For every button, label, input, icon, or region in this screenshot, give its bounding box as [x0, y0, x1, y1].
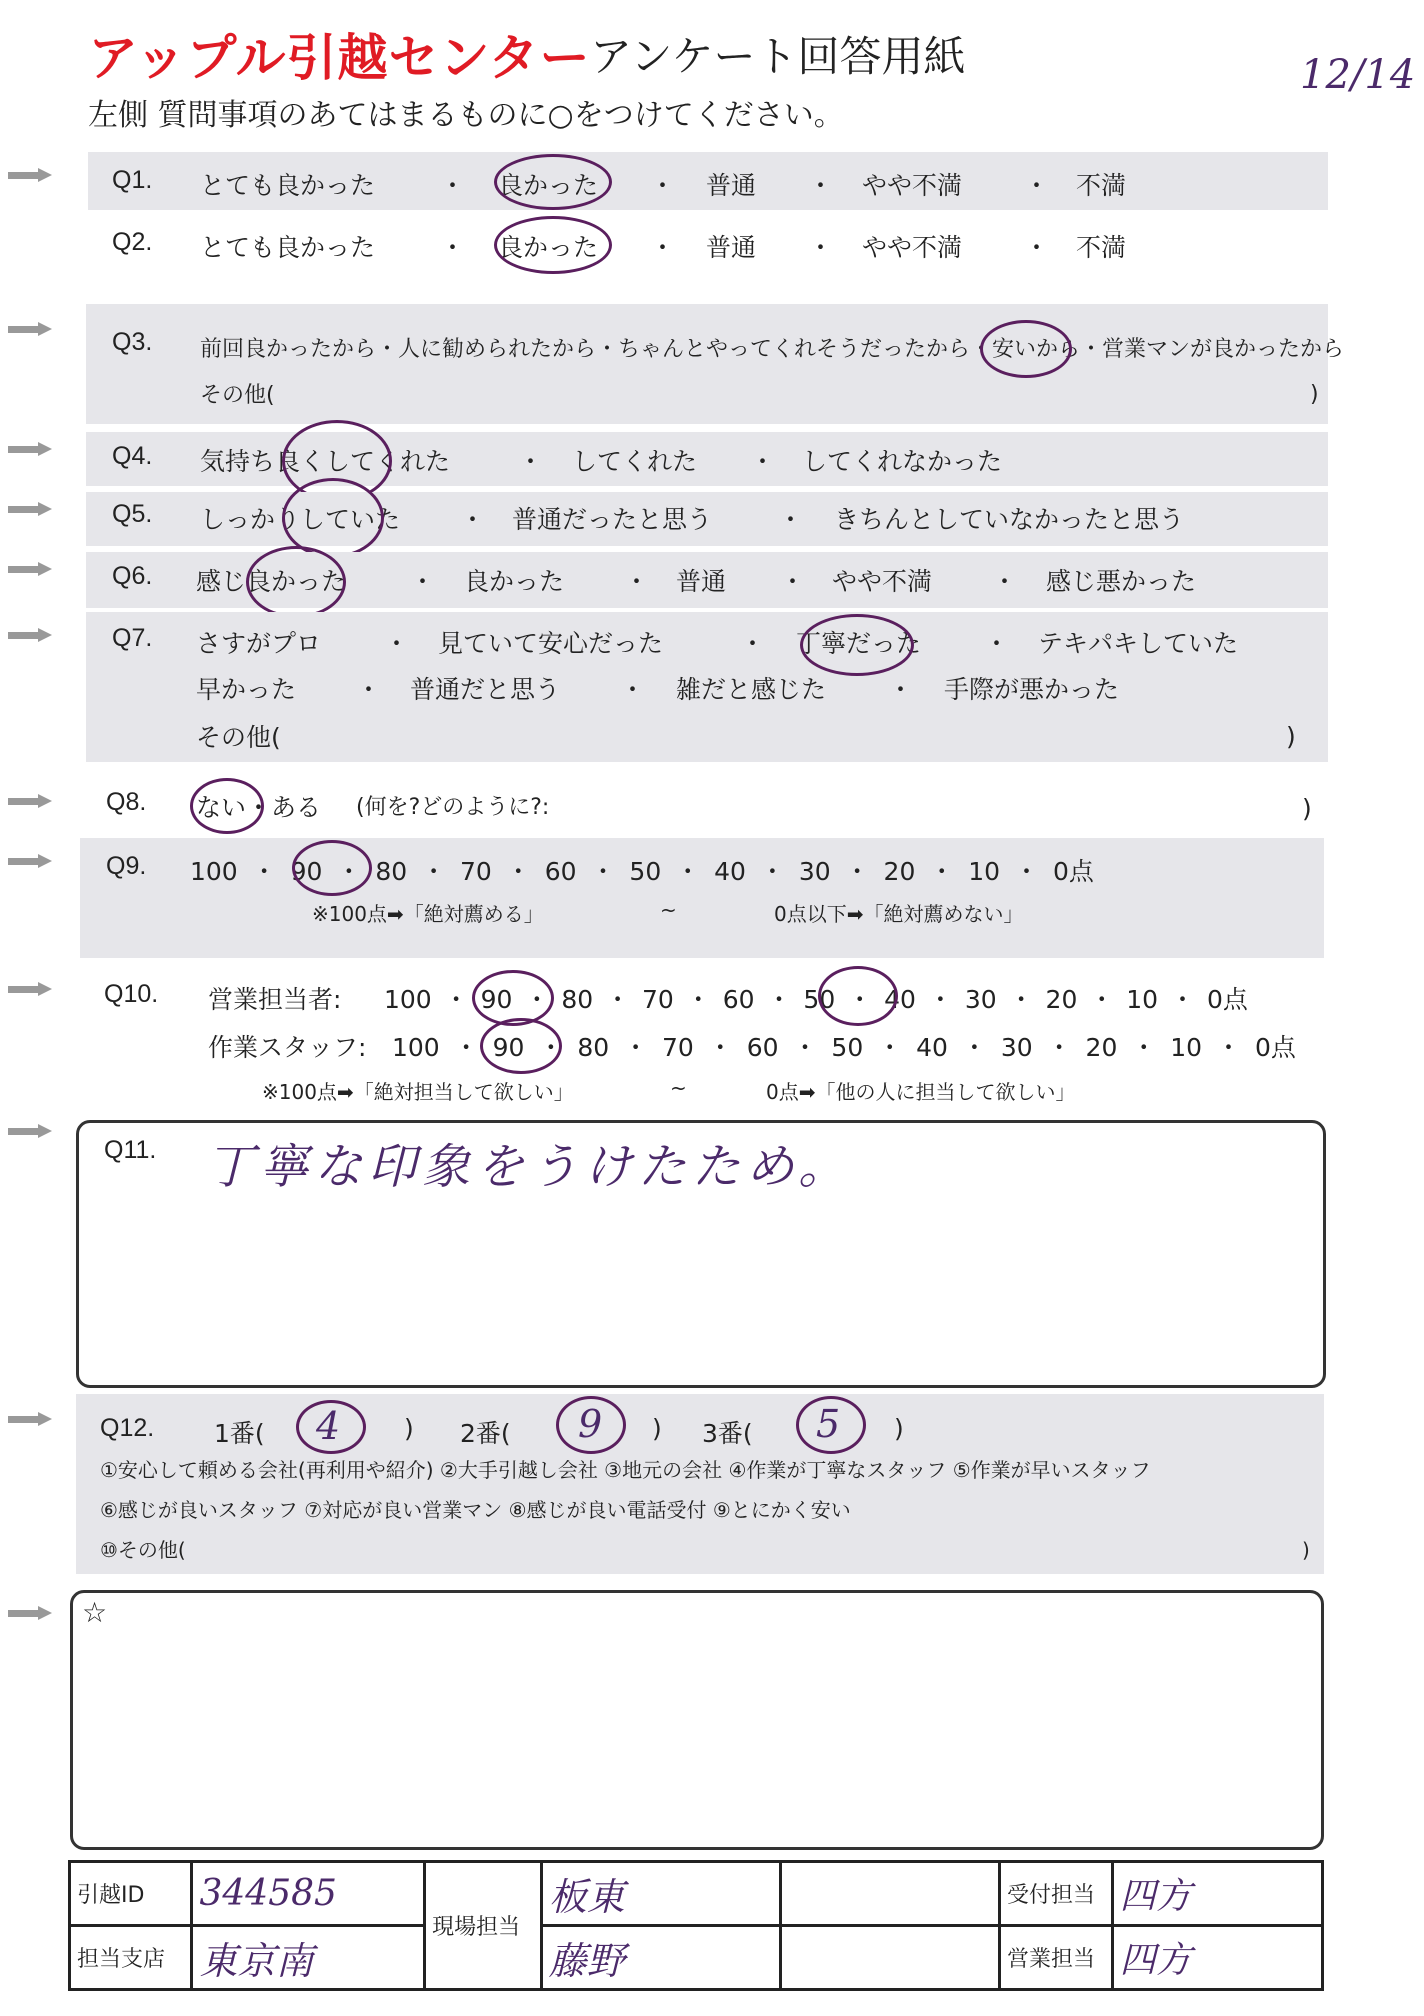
comment-box[interactable]	[70, 1590, 1324, 1850]
q6-separator: ・	[992, 567, 1018, 596]
q2-option-1[interactable]: とても良かった	[200, 233, 376, 262]
margin-arrow-icon	[8, 982, 52, 996]
q4-option-1[interactable]: 気持ち良くしてくれた	[200, 447, 451, 476]
q1-option-1[interactable]: とても良かった	[200, 171, 376, 200]
q12-third-label: 3番(	[702, 1419, 753, 1448]
answer-circle	[800, 614, 914, 676]
margin-arrow-icon	[8, 502, 52, 516]
q9-note-left: ※100点➡「絶対薦める」	[312, 902, 544, 926]
q10-sales-label: 営業担当者:	[208, 985, 342, 1014]
form-title: アンケート回答用紙	[590, 32, 966, 81]
q1-separator: ・	[440, 171, 466, 200]
q6-option-2[interactable]: 良かった	[464, 567, 565, 596]
q1-option-2[interactable]: 良かった	[498, 171, 599, 200]
answer-circle	[796, 1396, 866, 1454]
answer-circle	[292, 840, 372, 896]
answer-circle	[246, 546, 346, 618]
q7-separator: ・	[984, 629, 1010, 658]
q7-number: Q7.	[112, 624, 153, 652]
blank-cell	[781, 1926, 1000, 1990]
q1-option-4[interactable]: やや不満	[862, 171, 963, 200]
branch-value: 東京南	[199, 1939, 314, 1983]
site-label: 現場担当	[425, 1862, 542, 1990]
q4-number: Q4.	[112, 442, 153, 470]
q10-number: Q10.	[104, 980, 159, 1008]
q3-other[interactable]: その他(	[200, 383, 275, 408]
margin-arrow-icon	[8, 854, 52, 868]
q6-option-1[interactable]: 感じ良かった	[196, 567, 347, 596]
site-staff-cell-1	[541, 1862, 780, 1926]
q2-separator: ・	[650, 233, 676, 262]
reception-cell	[1112, 1862, 1322, 1926]
q4-option-2[interactable]: してくれた	[572, 447, 698, 476]
margin-arrow-icon	[8, 794, 52, 808]
q4-separator: ・	[750, 447, 776, 476]
q7-separator: ・	[384, 629, 410, 658]
q7-close: )	[1286, 722, 1296, 751]
margin-arrow-icon	[8, 1124, 52, 1138]
branch-label: 担当支店	[70, 1926, 192, 1990]
blank-cell	[781, 1862, 1000, 1926]
star-icon: ☆	[82, 1596, 108, 1629]
q6-option-4[interactable]: やや不満	[832, 567, 933, 596]
q6-option-3[interactable]: 普通	[676, 567, 727, 596]
q12-second-label: 2番(	[460, 1419, 511, 1448]
q10-note-right: 0点➡「他の人に担当して欲しい」	[766, 1080, 1076, 1104]
q1-option-5[interactable]: 不満	[1076, 171, 1127, 200]
q7-option-7[interactable]: 雑だと感じた	[676, 675, 827, 704]
q12-options-line-3: ⑩その他(	[100, 1538, 186, 1562]
q6-separator: ・	[410, 567, 436, 596]
margin-arrow-icon	[8, 562, 52, 576]
site-staff-cell-2	[541, 1926, 780, 1990]
q5-separator: ・	[778, 505, 804, 534]
q12-close: )	[894, 1414, 904, 1443]
footer-table	[68, 1860, 1324, 1991]
q1-separator: ・	[650, 171, 676, 200]
q10-staff-scale[interactable]: 100 ・ 90 ・ 80 ・ 70 ・ 60 ・ 50 ・ 40 ・ 30 ・ 20 ・ 10 ・ 0点	[392, 1033, 1296, 1062]
q12-first-value: 4	[316, 1404, 341, 1448]
company-name: アップル引越センター	[88, 29, 591, 87]
site-staff-1: 板東	[548, 1875, 625, 1919]
q7-option-1[interactable]: さすがプロ	[196, 629, 322, 658]
q7-separator: ・	[888, 675, 914, 704]
q9-note-right: 0点以下➡「絶対薦めない」	[774, 902, 1024, 926]
q8-number: Q8.	[106, 788, 147, 816]
q10-sales-scale[interactable]: 100 ・ 90 ・ 80 ・ 70 ・ 60 ・ 50 ・ 40 ・ 30 ・ 20 ・ 10 ・ 0点	[384, 985, 1248, 1014]
q3-options[interactable]: 前回良かったから・人に勧められたから・ちゃんとやってくれそうだったから・安いから・営業マンが良かったから	[200, 337, 1345, 362]
q7-separator: ・	[620, 675, 646, 704]
q1-number: Q1.	[112, 166, 153, 194]
branch-cell	[192, 1926, 425, 1990]
q2-separator: ・	[440, 233, 466, 262]
margin-arrow-icon	[8, 1606, 52, 1620]
q5-separator: ・	[460, 505, 486, 534]
q6-option-5[interactable]: 感じ悪かった	[1046, 567, 1197, 596]
q6-separator: ・	[624, 567, 650, 596]
answer-circle	[296, 1400, 366, 1454]
q12-options-line-2: ⑥感じが良いスタッフ ⑦対応が良い営業マン ⑧感じが良い電話受付 ⑨とにかく安い	[100, 1498, 851, 1522]
q4-option-3[interactable]: してくれなかった	[802, 447, 1003, 476]
answer-circle	[494, 154, 612, 210]
q1-separator: ・	[808, 171, 834, 200]
q12-number: Q12.	[100, 1414, 155, 1442]
q9-number: Q9.	[106, 852, 147, 880]
q3-close: )	[1310, 382, 1319, 407]
sales-label: 営業担当	[1000, 1926, 1113, 1990]
q12-third-value: 5	[816, 1402, 841, 1446]
q10-tilde: ~	[670, 1076, 687, 1100]
q2-separator: ・	[808, 233, 834, 262]
q7-separator: ・	[740, 629, 766, 658]
answer-circle	[494, 216, 612, 274]
q5-number: Q5.	[112, 500, 153, 528]
site-staff-2: 藤野	[548, 1939, 625, 1983]
q4-separator: ・	[518, 447, 544, 476]
q7-option-3[interactable]: 丁寧だった	[796, 629, 922, 658]
sales-cell	[1112, 1926, 1322, 1990]
q7-option-8[interactable]: 手際が悪かった	[944, 675, 1120, 704]
q2-option-5[interactable]: 不満	[1076, 233, 1127, 262]
q11-handwritten-answer: 丁寧な印象をうけたため。	[206, 1139, 853, 1195]
q6-separator: ・	[780, 567, 806, 596]
q10-staff-label: 作業スタッフ:	[208, 1033, 367, 1062]
q5-option-2[interactable]: 普通だったと思う	[512, 505, 713, 534]
q7-separator: ・	[356, 675, 382, 704]
q2-separator: ・	[1024, 233, 1050, 262]
q3-number: Q3.	[112, 328, 153, 356]
q12-close: )	[1302, 1538, 1310, 1562]
margin-arrow-icon	[8, 322, 52, 336]
q1-separator: ・	[1024, 171, 1050, 200]
margin-arrow-icon	[8, 628, 52, 642]
move-id-label: 引越ID	[70, 1862, 192, 1926]
date-note: 12/14	[1300, 52, 1416, 98]
q12-close: )	[404, 1414, 414, 1443]
q7-option-5[interactable]: 早かった	[196, 675, 297, 704]
q12-options-line-1: ①安心して頼める会社(再利用や紹介) ②大手引越し会社 ③地元の会社 ④作業が丁寧なスタッフ ⑤作業が早いスタッフ	[100, 1458, 1151, 1482]
q2-option-4[interactable]: やや不満	[862, 233, 963, 262]
move-id-cell	[192, 1862, 425, 1926]
q8-close: )	[1302, 794, 1312, 823]
sales-value: 四方	[1119, 1940, 1192, 1981]
q6-number: Q6.	[112, 562, 153, 590]
answer-circle	[480, 1018, 562, 1074]
q9-tilde: ~	[660, 898, 677, 922]
q2-option-2[interactable]: 良かった	[498, 233, 599, 262]
reception-label: 受付担当	[1000, 1862, 1113, 1926]
answer-circle	[190, 778, 264, 834]
reception-value: 四方	[1119, 1876, 1192, 1917]
answer-circle	[818, 966, 898, 1026]
q11-number: Q11.	[104, 1136, 157, 1164]
q10-note-left: ※100点➡「絶対担当して欲しい」	[262, 1080, 574, 1104]
q8-options[interactable]: ない・ある	[196, 793, 322, 822]
answer-circle	[980, 320, 1072, 378]
q7-option-2[interactable]: 見ていて安心だった	[438, 629, 664, 658]
q7-option-6[interactable]: 普通だと思う	[410, 675, 561, 704]
q5-option-1[interactable]: しっかりしていた	[200, 505, 401, 534]
q2-number: Q2.	[112, 228, 153, 256]
q8-hint: (何を?どのように?:	[356, 795, 550, 820]
q7-other[interactable]: その他(	[196, 723, 281, 752]
q9-scale[interactable]: 100 ・ 90 ・ 80 ・ 70 ・ 60 ・ 50 ・ 40 ・ 30 ・ 20 ・ 10 ・ 0点	[190, 857, 1094, 886]
q2-option-3[interactable]: 普通	[706, 233, 757, 262]
margin-arrow-icon	[8, 168, 52, 182]
q7-option-4[interactable]: テキパキしていた	[1038, 629, 1239, 658]
q12-close: )	[652, 1414, 662, 1443]
move-id-value: 344585	[199, 1873, 337, 1914]
margin-arrow-icon	[8, 442, 52, 456]
q12-first-label: 1番(	[214, 1419, 265, 1448]
q5-option-3[interactable]: きちんとしていなかったと思う	[834, 505, 1185, 534]
answer-circle	[556, 1396, 626, 1454]
q1-option-3[interactable]: 普通	[706, 171, 757, 200]
q12-second-value: 9	[578, 1402, 603, 1446]
instruction-text: 左側 質問事項のあてはまるものに○をつけてください。	[88, 98, 844, 133]
margin-arrow-icon	[8, 1412, 52, 1426]
